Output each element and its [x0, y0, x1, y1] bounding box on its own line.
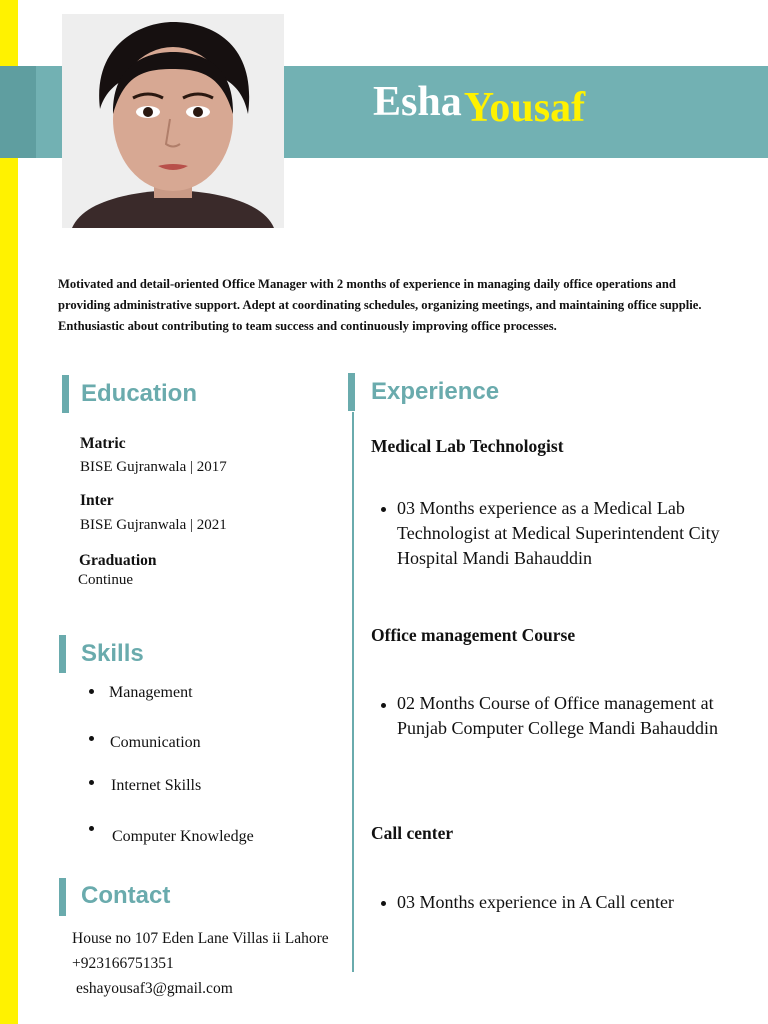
experience-item-detail: 03 Months experience as a Medical Lab Technologist at Medical Superintendent City Hospital Mandi Bahauddin [397, 498, 720, 568]
education-item-detail: BISE Gujranwala | 2017 [80, 459, 227, 475]
bullet-icon [381, 703, 386, 708]
profile-photo [62, 14, 284, 228]
bullet-icon [89, 736, 94, 741]
header-band-dark-segment [0, 66, 36, 158]
education-item-title: Graduation [79, 552, 157, 569]
skills-heading: Skills [81, 640, 144, 667]
skill-item: Management [109, 684, 193, 701]
experience-item-detail: 02 Months Course of Office management at Punjab Computer College Mandi Bahauddin [397, 693, 718, 738]
bullet-icon [89, 689, 94, 694]
education-accent-bar [62, 375, 69, 413]
experience-item-title: Office management Course [371, 625, 576, 645]
profile-photo-illustration [62, 14, 284, 228]
skill-item: Internet Skills [111, 777, 202, 794]
education-item-detail: BISE Gujranwala | 2021 [80, 517, 227, 533]
contact-heading: Contact [81, 882, 171, 909]
experience-item-title: Call center [371, 823, 454, 843]
bullet-icon [381, 901, 386, 906]
bullet-icon [89, 826, 94, 831]
experience-heading: Experience [371, 378, 500, 405]
education-item-title: Matric [80, 435, 126, 452]
contact-phone: +923166751351 [72, 955, 174, 972]
skills-accent-bar [59, 635, 66, 673]
column-divider [352, 412, 354, 972]
bullet-icon [89, 780, 94, 785]
candidate-name [373, 78, 586, 131]
contact-accent-bar [59, 878, 66, 916]
skill-item: Comunication [110, 734, 201, 751]
experience-item-detail: 03 Months experience in A Call center [397, 892, 674, 912]
education-item-detail: Continue [78, 572, 133, 588]
experience-accent-bar [348, 373, 355, 411]
education-heading: Education [81, 380, 198, 407]
bullet-icon [381, 507, 386, 512]
skill-item: Computer Knowledge [112, 828, 254, 845]
contact-email: eshayousaf3@gmail.com [76, 980, 233, 997]
education-item-title: Inter [80, 492, 114, 509]
experience-item-title: Medical Lab Technologist [371, 436, 564, 456]
contact-address: House no 107 Eden Lane Villas ii Lahore [72, 930, 329, 947]
last-name: Yousaf [463, 85, 586, 131]
profile-summary: Motivated and detail-oriented Office Manager with 2 months of experience in managing daily office operations and providing administrative support. Adept at coordinating schedules, organizing meetings, and maintaining office supplie. Enthusiastic about contributing to team success and continuously improving office processes. [58, 277, 702, 333]
first-name: Esha [373, 79, 462, 125]
